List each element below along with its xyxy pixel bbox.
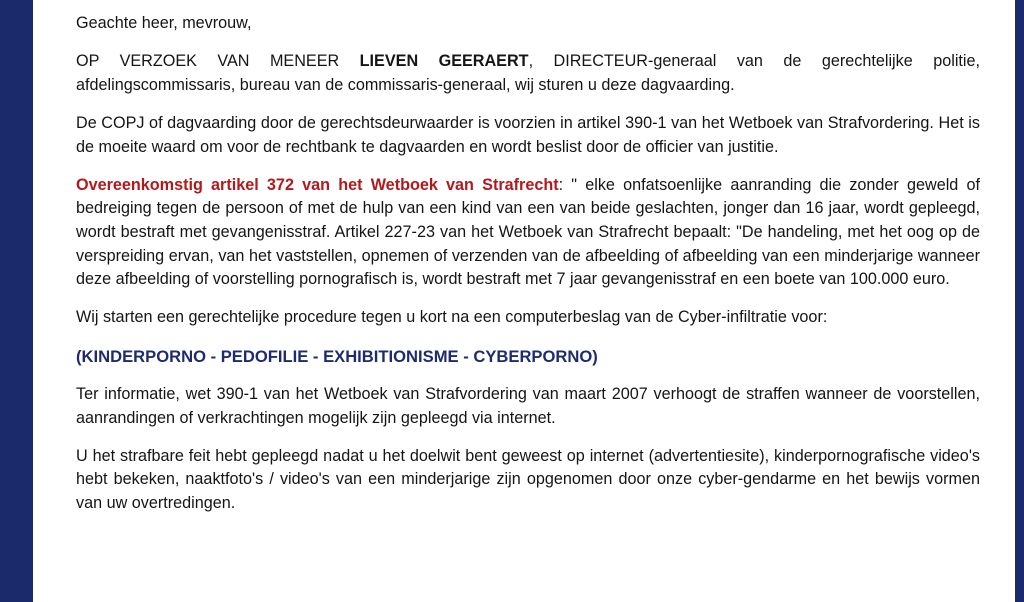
- request-prefix: OP VERZOEK VAN MENEER: [76, 52, 360, 71]
- letter-page: [33, 0, 1015, 602]
- request-suffix: , DIRECTEUR-generaal van de gerechtelijke politie, afdelingscommissaris, bureau van de commissaris-generaal, wij sturen u deze dagvaarding.: [76, 52, 981, 94]
- article-text: : " elke onfatsoenlijke aanranding die zonder geweld of bedreiging tegen de persoon of met de hulp van een kind van een van beide geslachten, jonger dan 16 jaar, wordt gepleegd, wordt bestraft met gevangenisstraf. Artikel 227-23 van het Wetboek van Strafrecht bepaalt: "De handeling, met het oog op de verspreiding ervan, van het vaststellen, opnemen of verzenden van de afbeelding of afbeelding van een minderjarige wanneer deze afbeelding of voorstelling pornografisch is, wordt bestraft met 7 jaar gevangenisstraf en een boete van 100.000 euro.: [76, 175, 980, 289]
- director-name: LIEVEN GEERAERT: [359, 52, 529, 71]
- paragraph-offence: U het strafbare feit hebt gepleegd nadat u het doelwit bent geweest op internet (advertentiesite), kinderpornografische video's hebt bekeken, naaktfoto's / video's van een minderjarige zijn opgenomen door onze cyber-gendarme en het bewijs vormen van uw overtredingen.: [76, 446, 980, 513]
- salutation: Geachte heer, mevrouw,: [76, 14, 252, 32]
- paragraph-law-info: Ter informatie, wet 390-1 van het Wetboek van Strafvordering van maart 2007 verhoogt de straffen wanneer de voorstellen, aanrandingen of verkrachtingen mogelijk zijn gepleegd via internet.: [76, 385, 980, 427]
- charges-heading: (KINDERPORNO - PEDOFILIE - EXHIBITIONISME - CYBERPORNO): [76, 346, 598, 366]
- paragraph-copj: De COPJ of dagvaarding door de gerechtsdeurwaarder is voorzien in artikel 390-1 van het Wetboek van Strafvordering. Het is de moeite waard om voor de rechtbank te dagvaarden en wordt beslist door de officier van justitie.: [76, 113, 980, 156]
- paragraph-article-372: [76, 174, 980, 292]
- letter-body: [76, 12, 980, 530]
- article-highlight: Overeenkomstig artikel 372 van het Wetboek van Strafrecht: [76, 175, 559, 194]
- paragraph-request: [76, 50, 980, 97]
- paragraph-procedure: Wij starten een gerechtelijke procedure tegen u kort na een computerbeslag van de Cyber-infiltratie voor:: [76, 308, 828, 327]
